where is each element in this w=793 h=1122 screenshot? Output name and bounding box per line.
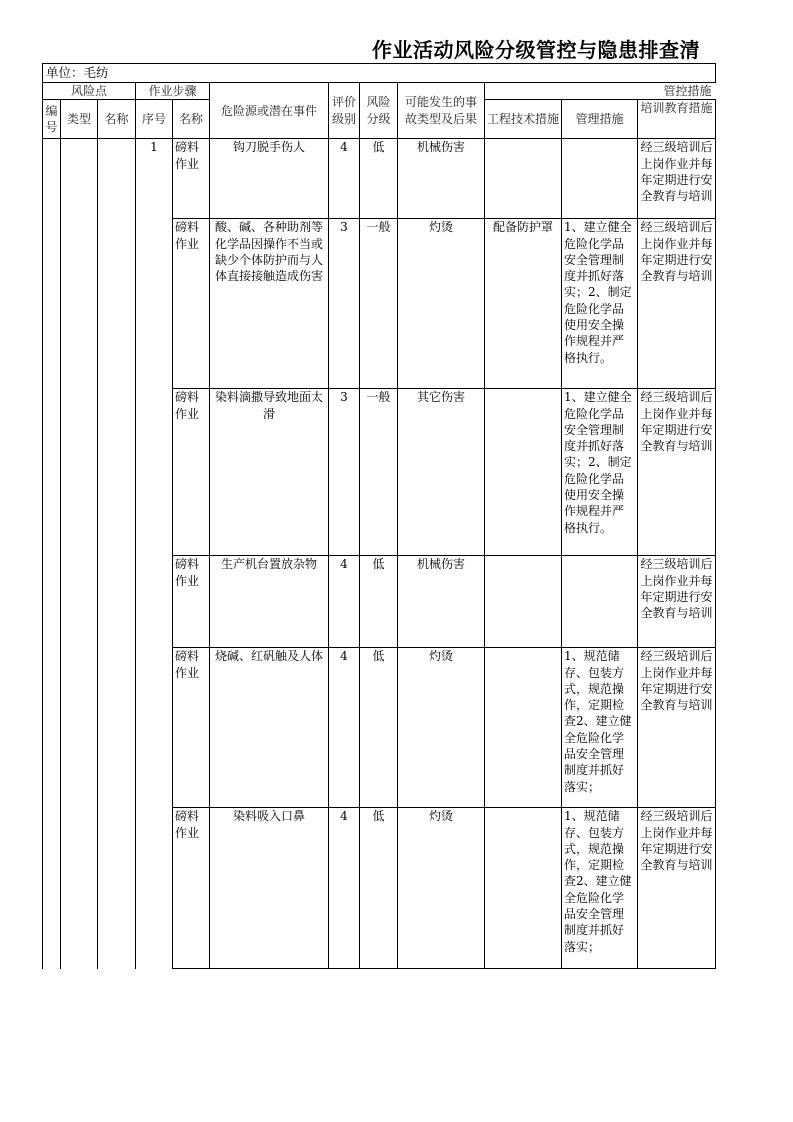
header-accident: 可能发生的事故类型及后果 [398, 83, 485, 139]
cell-management [562, 139, 638, 219]
cell-eval-level: 3 [329, 389, 360, 556]
cell-eval-level: 4 [329, 648, 360, 808]
cell-step-name: 磅料作业 [173, 808, 210, 969]
header-work-step: 作业步骤 [136, 83, 210, 100]
cell-eval-level: 4 [329, 808, 360, 969]
cell-no [43, 139, 61, 969]
header-hazard: 危险源或潜在事件 [210, 83, 329, 139]
cell-engineering: 配备防护罩 [485, 219, 562, 389]
cell-step-name: 磅料作业 [173, 389, 210, 556]
cell-training: 经三级培训后上岗作业并每年定期进行安全教育与培训 [638, 648, 716, 808]
cell-risk-level: 一般 [360, 389, 398, 556]
cell-risk-level: 一般 [360, 219, 398, 389]
header-engineering: 工程技术措施 [485, 100, 562, 139]
cell-hazard: 染料滴撒导致地面太滑 [210, 389, 329, 556]
cell-hazard: 染料吸入口鼻 [210, 808, 329, 969]
cell-risk-level: 低 [360, 556, 398, 648]
header-seq: 序号 [136, 100, 173, 139]
cell-accident: 灼烫 [398, 808, 485, 969]
cell-management [562, 556, 638, 648]
cell-step-name: 磅料作业 [173, 219, 210, 389]
cell-engineering [485, 808, 562, 969]
cell-step-name: 磅料作业 [173, 648, 210, 808]
header-risk-point: 风险点 [43, 83, 136, 100]
cell-training: 经三级培训后上岗作业并每年定期进行安全教育与培训 [638, 219, 716, 389]
header-no: 编号 [43, 100, 61, 139]
header-control: 管控措施 [485, 83, 716, 100]
header-risk-level: 风险分级 [360, 83, 398, 139]
cell-training: 经三级培训后上岗作业并每年定期进行安全教育与培训 [638, 808, 716, 969]
cell-accident: 其它伤害 [398, 389, 485, 556]
unit-label: 单位：毛纺 [43, 64, 716, 83]
cell-name [98, 139, 136, 969]
cell-engineering [485, 556, 562, 648]
header-step-name: 名称 [173, 100, 210, 139]
cell-management: 1、建立健全危险化学品安全管理制度并抓好落实；2、制定危险化学品使用安全操作规程并严格执行。 [562, 389, 638, 556]
cell-hazard: 烧碱、红矾触及人体 [210, 648, 329, 808]
cell-accident: 灼烫 [398, 219, 485, 389]
risk-table [42, 63, 716, 969]
cell-training: 经三级培训后上岗作业并每年定期进行安全教育与培训 [638, 389, 716, 556]
header-training: 培训教育措施 [638, 100, 716, 139]
cell-risk-level: 低 [360, 648, 398, 808]
cell-engineering [485, 139, 562, 219]
header-name: 名称 [98, 100, 136, 139]
cell-hazard: 钩刀脱手伤人 [210, 139, 329, 219]
cell-seq: 1 [136, 139, 173, 969]
cell-engineering [485, 389, 562, 556]
cell-management: 1、建立健全危险化学品安全管理制度并抓好落实；2、制定危险化学品使用安全操作规程并严格执行。 [562, 219, 638, 389]
header-type: 类型 [61, 100, 98, 139]
cell-management: 1、规范储存、包装方式，规范操作，定期检查2、建立健全危险化学品安全管理制度并抓好落实； [562, 808, 638, 969]
table-row [43, 139, 716, 219]
cell-accident: 机械伤害 [398, 139, 485, 219]
document-title: 作业活动风险分级管控与隐患排查清 [372, 38, 700, 62]
cell-step-name: 磅料作业 [173, 556, 210, 648]
header-eval-level: 评价级别 [329, 83, 360, 139]
cell-step-name: 磅料作业 [173, 139, 210, 219]
cell-eval-level: 3 [329, 219, 360, 389]
cell-accident: 灼烫 [398, 648, 485, 808]
header-management: 管理措施 [562, 100, 638, 139]
cell-training: 经三级培训后上岗作业并每年定期进行安全教育与培训 [638, 556, 716, 648]
cell-hazard: 酸、碱、各种助剂等化学品因操作不当或缺少个体防护而与人体直接接触造成伤害 [210, 219, 329, 389]
cell-training: 经三级培训后上岗作业并每年定期进行安全教育与培训 [638, 139, 716, 219]
cell-engineering [485, 648, 562, 808]
cell-accident: 机械伤害 [398, 556, 485, 648]
cell-risk-level: 低 [360, 808, 398, 969]
cell-eval-level: 4 [329, 139, 360, 219]
cell-hazard: 生产机台置放杂物 [210, 556, 329, 648]
cell-eval-level: 4 [329, 556, 360, 648]
cell-risk-level: 低 [360, 139, 398, 219]
cell-management: 1、规范储存、包装方式，规范操作，定期检查2、建立健全危险化学品安全管理制度并抓好落实； [562, 648, 638, 808]
cell-type [61, 139, 98, 969]
